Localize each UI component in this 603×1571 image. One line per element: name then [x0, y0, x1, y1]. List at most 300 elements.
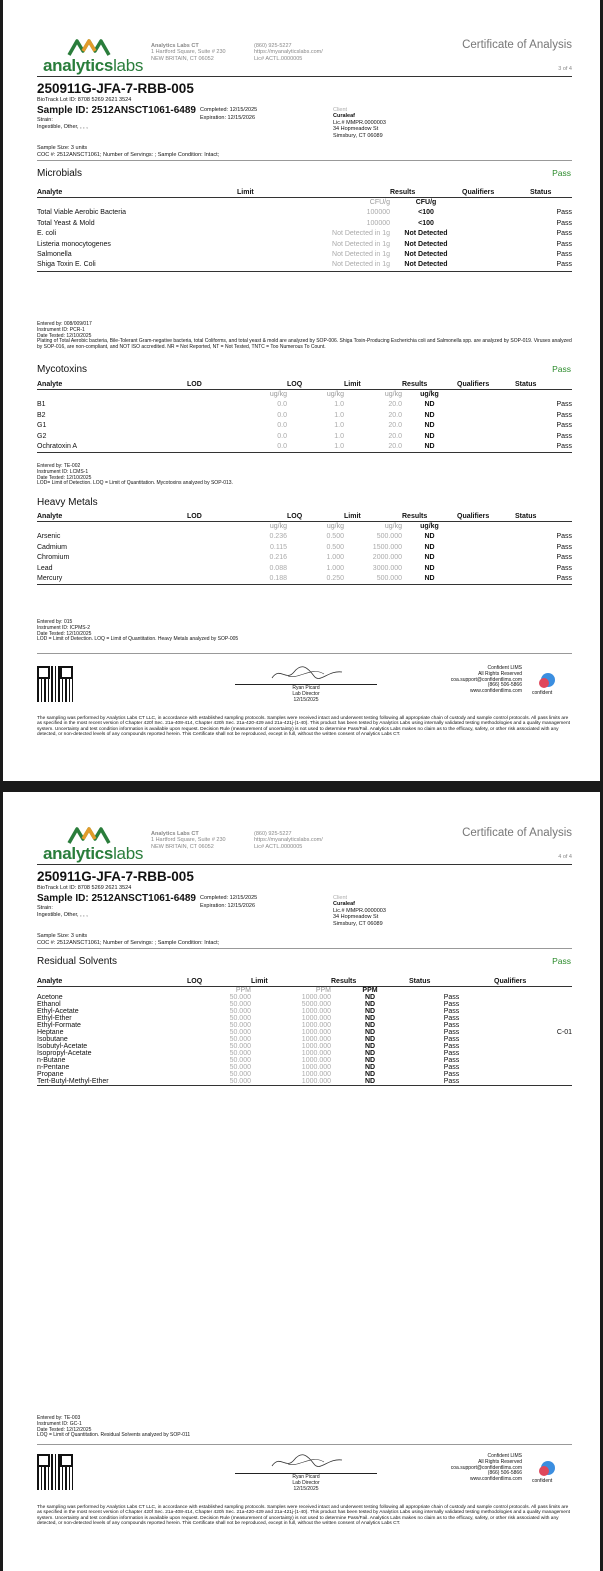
table-cell: Not Detected — [390, 260, 462, 271]
column-header: Status — [515, 512, 572, 522]
table-cell: Total Yeast & Mold — [37, 219, 95, 227]
table-cell — [494, 1057, 572, 1064]
table-cell: 0.088 — [269, 564, 287, 572]
coc-info: COC #: 2512ANSCT1061; Number of Servings: ; Sample Condition: Intact; — [37, 152, 220, 158]
table-row — [37, 1015, 572, 1022]
table-cell: Pass — [443, 1050, 460, 1057]
unit-cell — [530, 198, 572, 209]
microbials-table — [37, 188, 572, 272]
unit-cell: ug/kg — [269, 523, 287, 530]
matrix: Ingestible, Other, , , , — [37, 124, 88, 130]
table-cell: Pass — [443, 1071, 460, 1078]
column-header: LOD — [187, 380, 287, 390]
table-cell: 0.0 — [277, 422, 287, 430]
table-cell: Heptane — [37, 1029, 64, 1036]
table-cell — [494, 1050, 572, 1057]
table-cell: 1.0 — [334, 432, 344, 440]
unit-cell: ug/kg — [384, 523, 402, 530]
table-cell: Listeria monocytogenes — [37, 240, 111, 248]
column-header: Analyte — [37, 977, 187, 987]
coa-page-3 — [3, 0, 600, 781]
table-cell — [457, 543, 515, 553]
sample-size: Sample Size: 3 units — [37, 933, 88, 939]
expiration-date: Expiration: 12/15/2026 — [200, 115, 256, 121]
unit-cell — [462, 198, 530, 209]
table-cell: 1000.000 — [301, 1064, 331, 1071]
table-cell: 0.0 — [187, 442, 287, 453]
table-cell: ND — [364, 1064, 376, 1071]
heavy-metals-table — [37, 512, 572, 585]
table-row — [37, 229, 572, 239]
table-cell — [457, 432, 515, 442]
table-cell: ND — [402, 574, 457, 585]
table-row — [37, 240, 572, 250]
lab-logo-text: analyticslabs — [43, 56, 144, 75]
table-cell: 0.500 — [326, 533, 344, 541]
table-cell: Not Detected — [404, 230, 448, 238]
table-cell: Pass — [556, 401, 572, 409]
table-cell: ND — [331, 1078, 409, 1086]
residual-solvents-notes: Entered by: TE-003 Instrument ID: GC-1 Date Tested: 12/12/2025 LOQ = Limit of Quantitation. Residual Solvents analyzed by SOP-011 — [37, 1415, 191, 1439]
table-cell — [462, 260, 530, 271]
column-header: Limit — [237, 188, 390, 198]
confident-logo-icon — [538, 1460, 556, 1478]
divider — [37, 864, 572, 865]
table-cell: Pass — [556, 432, 572, 440]
divider — [37, 653, 572, 654]
table-cell: ND — [424, 543, 435, 551]
qr-code-icon[interactable] — [37, 1454, 73, 1490]
table-cell: 50.000 — [229, 1043, 251, 1050]
table-cell: 500.000 — [376, 533, 402, 541]
signer-block: Ryan Picard Lab Director 12/15/2025 — [292, 685, 320, 703]
table-cell: ND — [364, 994, 376, 1001]
divider — [37, 76, 572, 77]
table-row — [37, 1050, 572, 1057]
unit-cell — [37, 987, 187, 995]
column-header: Limit — [344, 512, 402, 522]
table-cell: Ethyl-Ether — [37, 1015, 72, 1022]
confident-logo-icon — [538, 672, 556, 690]
table-cell: Mercury — [37, 574, 187, 585]
table-cell: Isobutane — [37, 1036, 68, 1043]
table-cell: Pass — [443, 1036, 460, 1043]
table-cell: Pass — [556, 209, 572, 217]
heavy-metals-notes: Entered by: 015 Instrument ID: ICPMS-2 Date Tested: 12/10/2025 LOD = Limit of Detection. LOQ = Limit of Quantitation. Heavy Metals analyzed by SOP-005 — [37, 619, 239, 643]
table-cell: 50.000 — [229, 1001, 251, 1008]
table-cell — [457, 400, 515, 410]
table-cell: Ethyl-Formate — [37, 1022, 81, 1029]
table-cell: 1000.000 — [301, 994, 331, 1001]
table-cell — [494, 1008, 572, 1015]
table-cell: n-Pentane — [37, 1064, 70, 1071]
table-cell: Pass — [443, 1001, 460, 1008]
column-header: Qualifiers — [494, 977, 572, 987]
table-cell: G1 — [37, 422, 47, 430]
table-cell: 50.000 — [229, 1064, 251, 1071]
table-cell: 5000.000 — [301, 1001, 331, 1008]
table-cell: Shiga Toxin E. Coli — [37, 260, 237, 271]
table-cell: Pass — [556, 422, 572, 430]
table-cell: Pass — [556, 251, 572, 259]
column-header: Qualifiers — [457, 512, 515, 522]
table-cell: Pass — [443, 1064, 460, 1071]
table-cell: ND — [364, 1015, 376, 1022]
coc-info: COC #: 2512ANSCT1061; Number of Servings: ; Sample Condition: Intact; — [37, 940, 220, 946]
table-cell: Ochratoxin A — [37, 442, 187, 453]
microbials-notes: Entered by: 008/009/017 Instrument ID: PCR-1 Date Tested: 12/10/2025 Plating of Total Aerobic bacteria, Bile-Tolerant Gram-negative bacteria, total Coliforms, and total yeast & mold are analyzed by SOP-006. Shiga Toxin-Producing Escherichia coli and Salmonella spp. are analyzed by SOP-019. Viruses analyzed by SOP-016, are non-compliant, and NOT ISO accredited. NR = Not Reported, NT = Not Tested, TNTC = Too Numerous To Count. — [37, 321, 572, 351]
lab-contact: (860) 925-5227 https://myanalyticslabs.com/ Lic# ACTL.0000005 — [254, 43, 323, 62]
table-cell — [494, 1015, 572, 1022]
lab-info: Analytics Labs CT 1 Hartford Square, Suite # 230 NEW BRITAIN, CT 06052 — [151, 43, 226, 62]
client-info: Client Curaleaf Lic.# MMPR.0000003 34 Hopmeadow St Simsbury, CT 06089 — [333, 107, 386, 139]
table-cell: Pass — [515, 442, 572, 453]
residual-solvents-status: Pass — [552, 956, 571, 966]
table-cell: ND — [364, 1043, 376, 1050]
table-cell: Cadmium — [37, 543, 67, 551]
table-cell: 2000.000 — [372, 554, 402, 562]
table-cell — [494, 1078, 572, 1086]
table-cell: Pass — [556, 219, 572, 227]
mycotoxins-notes: Entered by: TE-002 Instrument ID: LCMS-1 Date Tested: 12/10/2025 LOD= Limit of Detection. LOQ = Limit of Quantitation. Mycotoxins analyzed by SOP-013. — [37, 463, 233, 487]
table-cell — [494, 1001, 572, 1008]
column-header: LOQ — [187, 977, 251, 987]
table-cell: 20.0 — [344, 442, 402, 453]
table-row — [37, 1022, 572, 1029]
completed-date: Completed: 12/15/2025 — [200, 895, 258, 901]
table-cell: Pass — [556, 240, 572, 248]
table-cell — [494, 1043, 572, 1050]
table-cell: 0.0 — [277, 432, 287, 440]
table-cell: 1000.000 — [301, 1022, 331, 1029]
table-cell — [462, 240, 530, 250]
unit-cell: PPM — [315, 987, 331, 994]
table-cell: Pass — [409, 1078, 494, 1086]
unit-cell: ug/kg — [384, 391, 402, 398]
table-cell — [494, 1071, 572, 1078]
confident-logo-text: confident — [532, 1478, 553, 1484]
table-cell: 50.000 — [229, 1036, 251, 1043]
column-header: Analyte — [37, 512, 187, 522]
table-row — [37, 250, 572, 260]
sample-lot-id: 250911G-JFA-7-RBB-005 — [37, 81, 194, 96]
matrix: Ingestible, Other, , , , — [37, 912, 88, 918]
table-cell: Pass — [443, 1029, 460, 1036]
table-cell: Pass — [443, 1022, 460, 1029]
table-row — [37, 208, 572, 218]
table-cell: Not Detected in 1g — [237, 260, 390, 271]
table-cell: 0.0 — [277, 411, 287, 419]
table-row — [37, 432, 572, 442]
table-cell — [457, 553, 515, 563]
table-cell: Pass — [556, 533, 572, 541]
table-row — [37, 543, 572, 553]
table-cell: Isobutyl-Acetate — [37, 1043, 88, 1050]
mycotoxins-table — [37, 380, 572, 453]
table-row — [37, 421, 572, 431]
table-cell: 0.216 — [269, 554, 287, 562]
unit-cell: ug/kg — [420, 391, 439, 398]
table-cell: ND — [424, 564, 435, 572]
table-cell: Not Detected in 1g — [332, 240, 390, 248]
table-row — [37, 553, 572, 563]
table-cell: 1000.000 — [301, 1036, 331, 1043]
table-cell: Pass — [443, 1043, 460, 1050]
strain: Strain: — [37, 117, 53, 123]
table-cell: 50.000 — [229, 1029, 251, 1036]
table-cell — [494, 1064, 572, 1071]
table-cell: Isopropyl-Acetate — [37, 1050, 92, 1057]
table-row — [37, 1001, 572, 1008]
disclaimer: The sampling was performed by Analytics Labs CT LLC, in accordance with established sampling protocols. Samples were received intact and underwent testing following all appropriate chain of custody and sample control protocols. All pass limits are as specified in the most recent version of Chapter 420f Sec. 21a-408-414, Chapter 420h Sec. 21a-420-429 and 21a-421j-(1-40). This product has been tested by Analytics Labs using internally validated testing methodologies and a quality management system. Uncertainty and test condition information is available upon request. Decision Rule (measurement of uncertainty) is not used to determine Pass/Fail. Analytics Labs makes no claim as to the efficacy, safety, or other risk associated with any detected, or non-detected levels of any compounds reported herein. This Certificate shall not be reproduced, except in full, without the written consent of Analytics Labs CT. — [37, 1505, 570, 1527]
table-row — [37, 574, 572, 585]
table-cell: Acetone — [37, 994, 63, 1001]
table-row — [37, 260, 572, 271]
sample-lot-id: 250911G-JFA-7-RBB-005 — [37, 869, 194, 884]
column-header: Limit — [251, 977, 331, 987]
table-cell: ND — [364, 1029, 376, 1036]
table-cell: 0.236 — [269, 533, 287, 541]
table-cell: Chromium — [37, 554, 70, 562]
table-row — [37, 1078, 572, 1086]
confident-logo-text: confident — [532, 690, 553, 696]
table-cell: Pass — [530, 260, 572, 271]
table-row — [37, 400, 572, 410]
table-row — [37, 564, 572, 574]
column-header: Limit — [344, 380, 402, 390]
divider — [37, 1444, 572, 1445]
table-cell: 0.250 — [287, 574, 344, 585]
client-info: Client Curaleaf Lic.# MMPR.0000003 34 Hopmeadow St Simsbury, CT 06089 — [333, 895, 386, 927]
table-cell: 1000.000 — [301, 1071, 331, 1078]
table-cell: Pass — [443, 1015, 460, 1022]
table-cell — [457, 532, 515, 542]
table-cell: Arsenic — [37, 533, 61, 541]
table-cell: ND — [364, 1022, 376, 1029]
unit-cell — [515, 522, 572, 533]
unit-cell: CFU/g — [369, 199, 390, 206]
table-cell: n-Butane — [37, 1057, 66, 1064]
table-cell: 50.000 — [229, 1050, 251, 1057]
table-cell: ND — [424, 432, 435, 440]
table-cell: 1500.000 — [372, 543, 402, 551]
column-header: Status — [409, 977, 494, 987]
table-cell: 100000 — [366, 219, 390, 227]
heavy-metals-title: Heavy Metals — [37, 497, 98, 508]
table-cell: ND — [424, 422, 435, 430]
table-cell: 100000 — [366, 209, 390, 217]
table-cell: ND — [364, 1071, 376, 1078]
table-cell: Pass — [443, 1057, 460, 1064]
microbials-status: Pass — [552, 168, 571, 178]
table-cell — [494, 1036, 572, 1043]
table-cell — [462, 219, 530, 229]
table-cell: ND — [402, 442, 457, 453]
table-cell: Ethyl-Acetate — [37, 1008, 79, 1015]
table-row — [37, 1008, 572, 1015]
table-cell: E. coli — [37, 230, 57, 238]
table-cell: Not Detected in 1g — [332, 251, 390, 259]
table-cell: Pass — [556, 230, 572, 238]
table-cell: 0.188 — [187, 574, 287, 585]
divider — [37, 160, 572, 161]
table-cell: 50.000 — [229, 1022, 251, 1029]
doc-title: Certificate of Analysis — [462, 39, 572, 51]
table-cell: ND — [364, 1057, 376, 1064]
table-cell: Tert-Butyl-Methyl-Ether — [37, 1078, 187, 1086]
disclaimer: The sampling was performed by Analytics Labs CT LLC, in accordance with established sampling protocols. Samples were received intact and underwent testing following all appropriate chain of custody and sample control protocols. All pass limits are as specified in the most recent version of Chapter 420f Sec. 21a-408-414, Chapter 420h Sec. 21a-420-429 and 21a-421j-(1-40). This product has been tested by Analytics Labs using internally validated testing methodologies and a quality management system. Uncertainty and test condition information is available upon request. Decision Rule (measurement of uncertainty) is not used to determine Pass/Fail. Analytics Labs makes no claim as to the efficacy, safety, or other risk associated with any detected, or non-detected levels of any compounds reported herein. This Certificate shall not be reproduced, except in full, without the written consent of Analytics Labs CT. — [37, 716, 570, 738]
table-cell: <100 — [418, 209, 434, 217]
column-header: Analyte — [37, 188, 237, 198]
table-cell: Ethanol — [37, 1001, 61, 1008]
table-cell: 50.000 — [229, 1015, 251, 1022]
lab-contact: (860) 925-5227 https://myanalyticslabs.com/ Lic# ACTL.0000005 — [254, 831, 323, 850]
sample-id: Sample ID: 2512ANSCT1061-6489 — [37, 893, 196, 904]
unit-cell: ug/kg — [326, 391, 344, 398]
table-cell: 50.000 — [229, 1008, 251, 1015]
qr-code-icon[interactable] — [37, 666, 73, 702]
table-cell — [457, 574, 515, 585]
table-cell: Not Detected in 1g — [332, 230, 390, 238]
unit-cell — [409, 987, 494, 995]
table-cell: 0.500 — [326, 543, 344, 551]
unit-cell — [37, 198, 237, 209]
table-cell: Salmonella — [37, 251, 72, 259]
table-cell: Pass — [515, 574, 572, 585]
residual-solvents-title: Residual Solvents — [37, 956, 118, 967]
table-cell: 1.0 — [287, 442, 344, 453]
mycotoxins-title: Mycotoxins — [37, 364, 88, 375]
table-cell: 20.0 — [388, 422, 402, 430]
table-row — [37, 1064, 572, 1071]
column-header: Results — [402, 512, 457, 522]
sample-id: Sample ID: 2512ANSCT1061-6489 — [37, 105, 196, 116]
table-cell: 0.115 — [270, 543, 287, 551]
table-cell: 1000.000 — [251, 1078, 331, 1086]
table-cell: 1.0 — [334, 411, 344, 419]
column-header: LOD — [187, 512, 287, 522]
table-cell — [462, 250, 530, 260]
table-cell: 1000.000 — [301, 1057, 331, 1064]
table-cell: 1000.000 — [301, 1029, 331, 1036]
lab-logo-icon — [67, 825, 119, 845]
microbials-title: Microbials — [37, 168, 83, 179]
unit-cell — [457, 522, 515, 533]
table-cell: 1000.000 — [301, 1050, 331, 1057]
table-cell — [494, 994, 572, 1001]
table-row — [37, 532, 572, 542]
lims-info: Confident LIMS All Rights Reserved coa.support@confidentlims.com (866) 506-5866 www.confidentlims.com — [450, 665, 522, 695]
table-cell — [457, 421, 515, 431]
table-cell: 0.0 — [277, 401, 287, 409]
table-row — [37, 411, 572, 421]
table-cell: Pass — [556, 554, 572, 562]
table-cell: Pass — [443, 1008, 460, 1015]
doc-title: Certificate of Analysis — [462, 827, 572, 839]
table-cell: B1 — [37, 401, 46, 409]
table-cell: ND — [364, 1001, 376, 1008]
signature-icon — [268, 664, 348, 684]
table-cell: ND — [424, 411, 435, 419]
unit-cell — [37, 522, 187, 533]
residual-solvents-table — [37, 977, 572, 1086]
column-header: Results — [331, 977, 409, 987]
table-cell: ND — [364, 1050, 376, 1057]
column-header: Results — [402, 380, 457, 390]
table-cell: C-01 — [556, 1029, 572, 1036]
sample-size: Sample Size: 3 units — [37, 145, 88, 151]
column-header: LOQ — [287, 380, 344, 390]
table-cell: ND — [364, 1008, 376, 1015]
table-cell: ND — [424, 533, 435, 541]
unit-cell: ug/kg — [420, 523, 439, 530]
table-cell: 1.0 — [334, 401, 344, 409]
table-cell: Propane — [37, 1071, 64, 1078]
table-cell: 20.0 — [388, 401, 402, 409]
table-cell: 1000.000 — [301, 1008, 331, 1015]
table-row — [37, 442, 572, 453]
page-number: 4 of 4 — [558, 854, 572, 860]
unit-cell — [37, 390, 187, 401]
table-cell: 1.000 — [326, 554, 344, 562]
table-cell: 1.000 — [326, 564, 344, 572]
table-cell: <100 — [418, 219, 434, 227]
unit-cell: ug/kg — [269, 391, 287, 398]
table-cell: 50.000 — [229, 1057, 251, 1064]
table-cell — [457, 442, 515, 453]
table-cell: 1000.000 — [301, 1015, 331, 1022]
biotrack-id: BioTrack Lot ID: 8708 5269 2621 3524 — [37, 885, 132, 891]
table-cell — [462, 229, 530, 239]
unit-cell: ug/kg — [326, 523, 344, 530]
table-cell: ND — [364, 1036, 376, 1043]
biotrack-id: BioTrack Lot ID: 8708 5269 2621 3524 — [37, 97, 132, 103]
table-cell — [457, 411, 515, 421]
lab-info: Analytics Labs CT 1 Hartford Square, Suite # 230 NEW BRITAIN, CT 06052 — [151, 831, 226, 850]
table-cell: 50.000 — [229, 1071, 251, 1078]
lab-logo-text: analyticslabs — [43, 844, 144, 863]
table-cell — [494, 1022, 572, 1029]
divider — [37, 948, 572, 949]
unit-cell — [494, 987, 572, 995]
table-cell: Not Detected — [404, 251, 448, 259]
table-row — [37, 219, 572, 229]
table-row — [37, 1029, 572, 1036]
table-row — [37, 1057, 572, 1064]
table-row — [37, 994, 572, 1001]
table-cell: Pass — [556, 543, 572, 551]
coa-page-4 — [3, 792, 600, 1571]
lims-info: Confident LIMS All Rights Reserved coa.support@confidentlims.com (866) 506-5866 www.confidentlims.com — [450, 1453, 522, 1483]
table-cell: Pass — [443, 994, 460, 1001]
column-header: Status — [530, 188, 572, 198]
unit-cell: PPM — [362, 987, 378, 994]
column-header: Results — [390, 188, 462, 198]
table-cell: Lead — [37, 564, 53, 572]
signature-icon — [268, 1452, 348, 1472]
table-cell: Pass — [556, 411, 572, 419]
table-row — [37, 1071, 572, 1078]
mycotoxins-status: Pass — [552, 364, 571, 374]
strain: Strain: — [37, 905, 53, 911]
table-cell: 50.000 — [187, 1078, 251, 1086]
table-cell: 20.0 — [388, 432, 402, 440]
table-cell: 1.0 — [334, 422, 344, 430]
unit-cell — [457, 390, 515, 401]
table-row — [37, 1043, 572, 1050]
table-cell: 20.0 — [388, 411, 402, 419]
table-cell: 50.000 — [229, 994, 251, 1001]
